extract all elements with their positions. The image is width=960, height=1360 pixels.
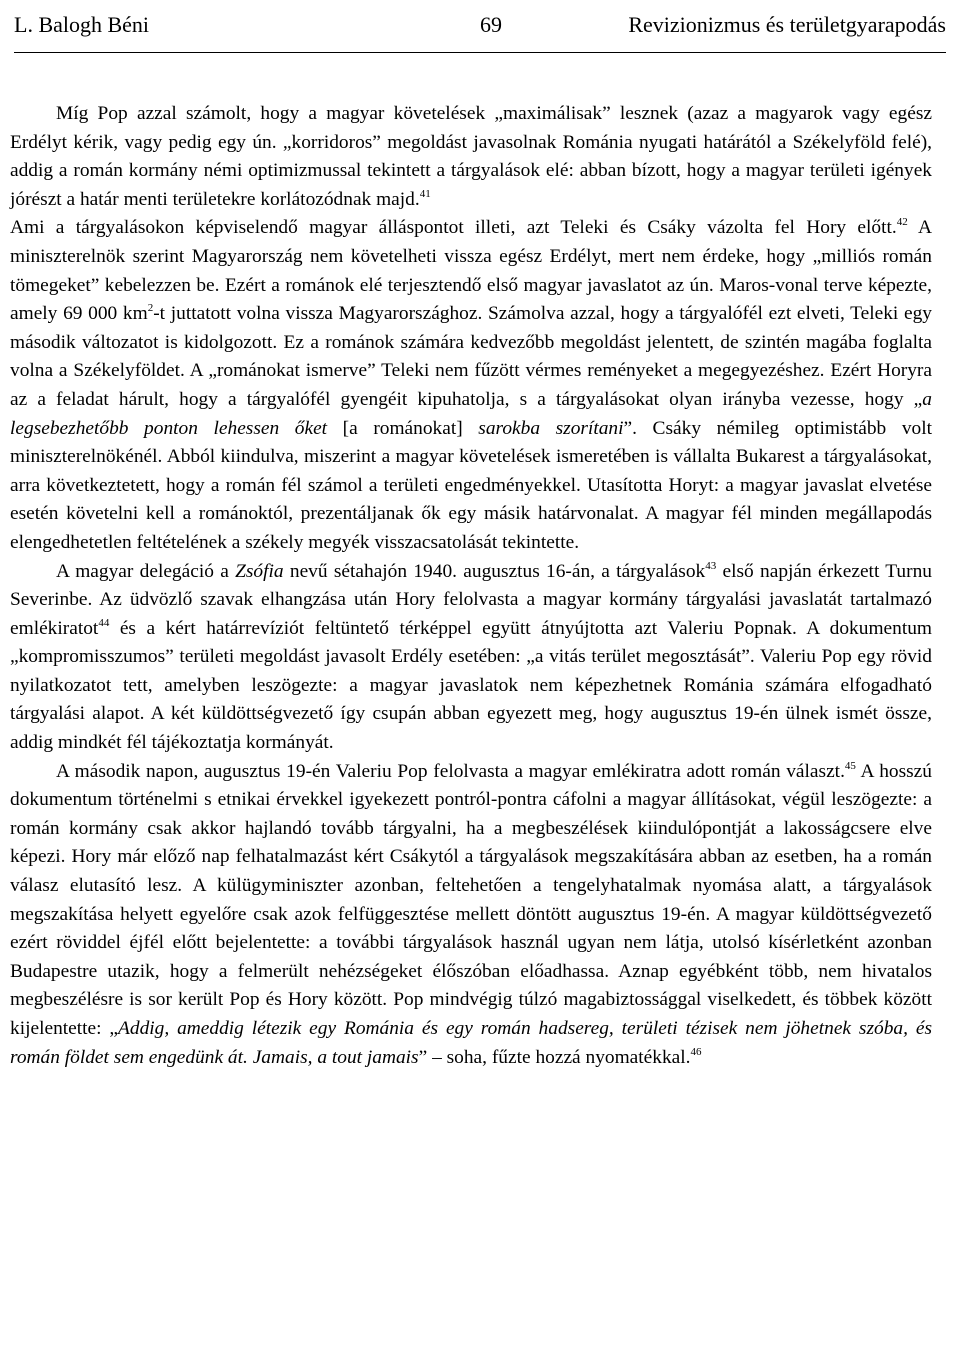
- footnote-ref-45: 45: [844, 759, 856, 772]
- italic-ship-name: Zsófia: [235, 560, 284, 582]
- footnote-ref-43: 43: [705, 559, 717, 572]
- header-section-title: Revizionizmus és területgyarapodás: [628, 12, 946, 37]
- paragraph-3: [10, 558, 932, 758]
- footnote-ref-42: 42: [896, 216, 908, 229]
- text-run: A második napon, augusztus 19-én Valeriu Pop felolvasta a magyar emlékiratra adott román választ.: [56, 760, 845, 782]
- italic-quote: a legsebezhetőbb ponton lehessen őket: [10, 388, 932, 439]
- body-text: [10, 100, 932, 1072]
- text-run: ” – soha, fűzte hozzá nyomatékkal.: [418, 1046, 691, 1068]
- text-run: Míg Pop azzal számolt, hogy a magyar követelések „maximálisak” lesznek (azaz a magyarok vagy egész Erdélyt kérik, vagy pedig egy ún. „korridoros” megoldást javasolnak Románia nyugati határától a Székelyföld felé), addig a román kormány némi optimizmussal tekintett a tárgyalások elé: abban bízott, hogy a magyar területi igények jórészt a határ menti területekre korlátozódnak majd.: [10, 103, 932, 210]
- paragraph-2: [10, 214, 932, 557]
- text-run: és a kért határrevíziót feltüntető térképpel együtt átnyújtotta azt Valeriu Popnak. A dokumentum „kompromisszumos” területi megoldást javasolt Erdély esetében: „a vitás terület megosztását”. Valeriu Pop egy rövid nyilatkozatot tett, amelyben leszögezte: a magyar javaslatok nem képezhetnek Románia számára elfogadható tárgyalási alapot. A két küldöttségvezető így csupán abban egyezett meg, hogy augusztus 19-én ülnek ismét össze, addig mindkét fél tájékoztatja kormányát.: [10, 617, 932, 754]
- superscript-2: 2: [147, 302, 154, 315]
- text-run: [a románokat]: [327, 417, 479, 439]
- text-run: A hosszú dokumentum történelmi s etnikai érvekkel igyekezett pontról-pontra cáfolni a magyar állításokat, végül leszögezte: a román kormány csak akkor hajlandó tovább tárgyalni, ha a megbeszélések kiindulópontját a lakosságcsere elve képezi. Hory már előző nap felhatalmazást kért Csákytól a tárgyalások megszakítására abban az esetben, ha a román válasz elutasító lesz. A külügyminiszter azonban, feltehetően a tengelyhatalmak nyomása alatt, a tárgyalások megszakítása helyett egyelőre csak azok felfüggesztése mellett döntött augusztus 19-én. A magyar küldöttségvezető ezért röviddel éjfél előtt bejelentette: a további tárgyalások használ ugyan nem látja, utolsó kísérletként azonban Budapestre utazik, hogy a felmerült nehézségeket élőszóban előadhassa. Aznap egyébként több, nem hivatalos megbeszélésre is sor került Pop és Hory között. Pop mindvégig túlzó magabiztossággal viselkedett, és többek között kijelentette: „: [10, 760, 932, 1039]
- text-run: A magyar delegáció a: [56, 560, 236, 582]
- text-run: A miniszterelnök szerint Magyarország nem követelheti vissza egész Erdélyt, mert nem érdeke, hogy „milliós román tömegeket” kebelezzen be. Ezért a románok elé terjesztendő első magyar javaslatot az ún. Maros-vonal terve képezte, amely 69 000 km: [10, 217, 932, 325]
- italic-quote: Addig, ameddig létezik egy Románia és egy román hadsereg, területi tézisek nem jöhetnek szóba, és román földet sem engedünk át. Jamais, a tout jamais: [10, 1018, 932, 1068]
- header-page-number: 69: [480, 12, 502, 37]
- text-run: ”. Csáky némileg optimistább volt miniszterelnökénél. Abból kiindulva, miszerint a magyar követelések ismeretében is vállalta Bukarest a tárgyalásokat, arra következtetett, hogy a román fél számol a területi engedményekkel. Utasította Horyt: a magyar javaslat elvetése esetén követelni kell a románoktól, prezentáljanak ők egy másik határvonalat. A magyar fél minden megállapodás elengedhetetlen feltételének a székely megyék visszacsatolását tekintette.: [10, 417, 932, 553]
- header-author: L. Balogh Béni: [14, 12, 150, 37]
- header-rule: [14, 52, 946, 53]
- page-header: [14, 8, 946, 44]
- text-run: nevű sétahajón 1940. augusztus 16-án, a tárgyalások: [283, 560, 706, 582]
- footnote-ref-44: 44: [98, 616, 110, 629]
- paragraph-4: [10, 758, 932, 1073]
- text-run: első napján érkezett Turnu Severinbe. Az üdvözlő szavak elhangzása után Hory felolvasta a magyar kormány tárgyalási javaslatát tartalmazó emlékiratot: [10, 560, 932, 639]
- text-run: -t juttatott volna vissza Magyarországhoz. Számolva azzal, hogy a tárgyalófél ezt elveti, Teleki egy második változatot is kidolgozott. Ez a románok számára kedvezőbb megoldást jelentett, de szintén magába foglalta volna a Székelyföldet. A „románokat ismerve” Teleki nem fűzött vérmes reményeket a megegyezéshez. Ezért Horyra az a feladat hárult, hogy a tárgyalófél gyengéit kipuhatolja, s a tárgyalásokat olyan irányba vezesse, hogy „: [10, 303, 932, 410]
- italic-quote: sarokba szorítani: [478, 417, 624, 439]
- paragraph-1: [10, 100, 932, 214]
- footnote-ref-41: 41: [419, 187, 431, 200]
- text-run: Ami a tárgyalásokon képviselendő magyar álláspontot illeti, azt Teleki és Csáky vázolta fel Hory előtt.: [10, 217, 897, 239]
- footnote-ref-46: 46: [690, 1045, 702, 1058]
